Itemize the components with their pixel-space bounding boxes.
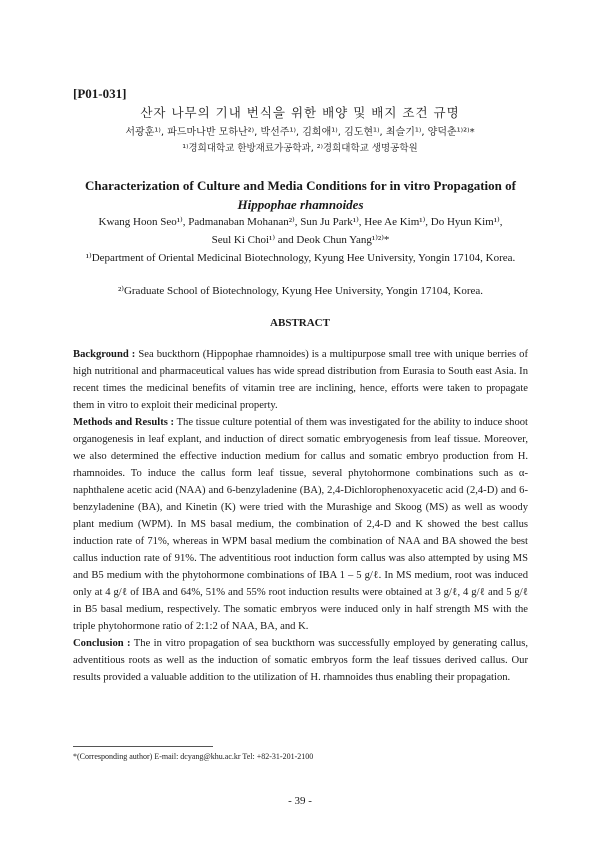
footnote-divider (73, 746, 213, 747)
affiliation-1: ¹⁾Department of Oriental Medicinal Biotechnology, Kyung Hee University, Yongin 17104, Korea. (85, 252, 516, 264)
english-title (73, 176, 528, 214)
conclusion-label: Conclusion : (73, 638, 131, 649)
title-line-1: Characterization of Culture and Media Conditions for in vitro Propagation of (85, 178, 516, 193)
authors-line-1: Kwang Hoon Seo¹⁾, Padmanaban Mohanan²⁾, Sun Ju Park¹⁾, Hee Ae Kim¹⁾, Do Hyun Kim¹⁾, (98, 216, 503, 228)
background-text: Sea buckthorn (Hippophae rhamnoides) is a multipurpose small tree with unique berries of high nutritional and pharmaceutical values has wide spread distribution from Eurasia to South east Asia. In recent times the medicinal benefits of vitamin tree are inclining, hence, efforts were taken to propagate them in vitro to exploit their medicinal property. (73, 349, 529, 411)
korean-authors: 서광훈¹⁾, 파드마나반 모하난²⁾, 박선주¹⁾, 김희애¹⁾, 김도현¹⁾, 최슬기¹⁾, 양덕춘¹⁾²⁾* (125, 127, 475, 138)
background-paragraph (73, 346, 528, 414)
abstract-body (73, 346, 528, 686)
korean-affiliation: ¹⁾경희대학교 한방재료가공학과, ²⁾경희대학교 생명공학원 (182, 143, 418, 154)
conclusion-paragraph (73, 635, 528, 686)
methods-label: Methods and Results : (73, 417, 175, 428)
conclusion-text: The in vitro propagation of sea buckthorn was successfully employed by generating callus, adventitious roots as well as the induction of somatic embryos form the leaf tissues derived callus. Our results provided a valuable addition to the utilization of H. rhamnoides thus enabling their propagation. (73, 638, 528, 683)
korean-title: 산자 나무의 기내 번식을 위한 배양 및 배지 조건 규명 (140, 105, 460, 120)
poster-code: [P01-031] (73, 86, 127, 101)
abstract-heading: ABSTRACT (270, 317, 330, 329)
page-number: - 39 - (288, 795, 312, 807)
affiliation-2: ²⁾Graduate School of Biotechnology, Kyung Hee University, Yongin 17104, Korea. (117, 285, 484, 297)
corresponding-author-footnote: *(Corresponding author) E-mail: dcyang@khu.ac.kr Tel: +82-31-201-2100 (73, 752, 314, 761)
title-line-2: Hippophae rhamnoides (237, 197, 364, 212)
authors-line-2: Seul Ki Choi¹⁾ and Deok Chun Yang¹⁾²⁾* (211, 234, 390, 246)
english-authors (73, 213, 528, 249)
methods-paragraph (73, 414, 528, 635)
background-label: Background : (73, 349, 136, 360)
methods-text: The tissue culture potential of them was investigated for the ability to induce shoot organogenesis in leaf explant, and induction of direct somatic embryogenesis from leaf tissue. Moreover, we also determined the effective induction medium for callus and somatic embryo production from H. rhamnoides. To induce the callus form leaf tissue, several phytohormone combinations such as α-naphthalene acetic acid (NAA) and 6-benzyladenine (BA), 2,4-Dichlorophenoxyacetic acid (2,4-D) and 6-benzyladenine (BA), and Kinetin (K) were tried with the Murashige and Skoog (MS) as well as woody plant medium (WPM). In MS basal medium, the combination of 2,4-D and K showed the best callus induction rate of 71%, whereas in WPM basal medium the combination of NAA and BA showed the best callus induction rate of 91%. The adventitious root induction form callus was also attempted by using MS and B5 medium with the phytohormone combinations of IBA 1 ‒ 5 g/ℓ. In MS medium, root was induced only at 4 g/ℓ of IBA and 64%, 51% and 55% root induction results were obtained at 3 g/ℓ, 4 g/ℓ and 5 g/ℓ in B5 basal medium, respectively. The somatic embryos were induced only in half strength MS with the triple phytohormone ratio of 2:1:2 of NAA, BA, and K. (73, 417, 528, 632)
